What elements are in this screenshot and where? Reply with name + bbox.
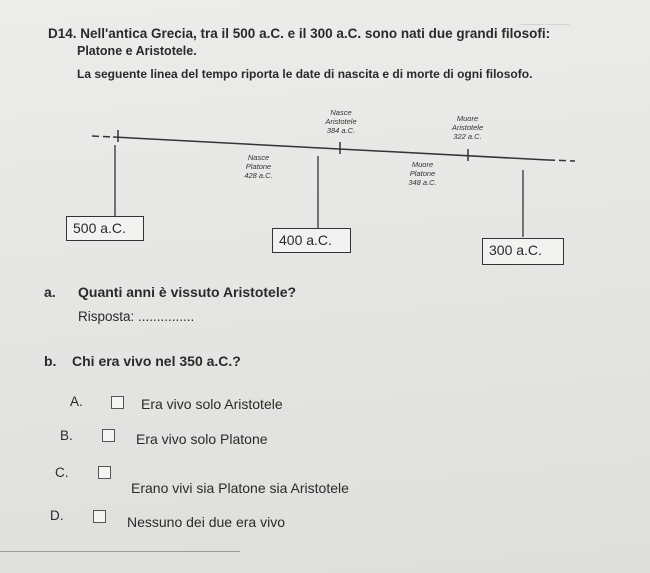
part-a-answer: [78, 309, 194, 324]
answer-label: Risposta:: [78, 309, 135, 324]
plato-death-title: Muore: [411, 160, 434, 169]
part-b-question: Chi era vivo nel 350 a.C.?: [72, 353, 241, 369]
option-a-text: Era vivo solo Aristotele: [141, 396, 283, 412]
option-b-checkbox[interactable]: [102, 429, 115, 442]
aristotle-birth-label: [316, 108, 366, 135]
aristotle-birth-name: Aristotele: [325, 117, 357, 126]
option-c-checkbox[interactable]: [98, 466, 111, 479]
plato-birth-label: [231, 153, 286, 180]
date-box-300: 300 a.C.: [482, 238, 564, 265]
option-a-checkbox[interactable]: [111, 396, 124, 409]
option-d-checkbox[interactable]: [93, 510, 106, 523]
part-b-label: b.: [44, 353, 57, 369]
question-header-line3: La seguente linea del tempo riporta le date di nascita e di morte di ogni filosofo.: [77, 67, 533, 81]
date-box-500: 500 a.C.: [66, 216, 144, 241]
plato-death-name: Platone: [409, 169, 436, 178]
question-header-line2: Platone e Aristotele.: [77, 44, 197, 58]
aristotle-birth-date: 384 a.C.: [326, 126, 356, 135]
timeline-axis-dashed-left: [92, 136, 113, 137]
answer-blank[interactable]: ...............: [138, 309, 195, 324]
plato-birth-name: Platone: [245, 162, 272, 171]
option-a-letter: A.: [70, 394, 83, 409]
question-header-line1: D14. Nell'antica Grecia, tra il 500 a.C. e il 300 a.C. sono nati due grandi filosofi:: [48, 26, 551, 41]
date-box-400: 400 a.C.: [272, 228, 351, 253]
plato-death-date: 348 a.C.: [408, 178, 437, 187]
part-a-question: Quanti anni è vissuto Aristotele?: [78, 284, 297, 300]
aristotle-death-name: Aristotele: [451, 123, 484, 132]
plato-birth-title: Nasce: [247, 153, 270, 162]
timeline-axis-dashed-right: [548, 160, 575, 161]
aristotle-death-date: 322 a.C.: [453, 132, 482, 141]
aristotle-death-label: [440, 114, 495, 141]
part-a-label: a.: [44, 284, 56, 300]
option-b-text: Era vivo solo Platone: [136, 431, 268, 447]
aristotle-birth-title: Nasce: [330, 108, 352, 117]
option-d-text: Nessuno dei due era vivo: [127, 514, 285, 530]
aristotle-death-title: Muore: [456, 114, 479, 123]
plato-birth-date: 428 a.C.: [244, 171, 273, 180]
option-b-letter: B.: [60, 428, 73, 443]
bottom-rule: [0, 551, 240, 552]
option-d-letter: D.: [50, 508, 64, 523]
faint-stamp: ———— ————: [520, 22, 570, 28]
option-c-letter: C.: [55, 465, 69, 480]
option-c-text: Erano vivi sia Platone sia Aristotele: [131, 480, 349, 496]
plato-death-label: [395, 160, 450, 187]
